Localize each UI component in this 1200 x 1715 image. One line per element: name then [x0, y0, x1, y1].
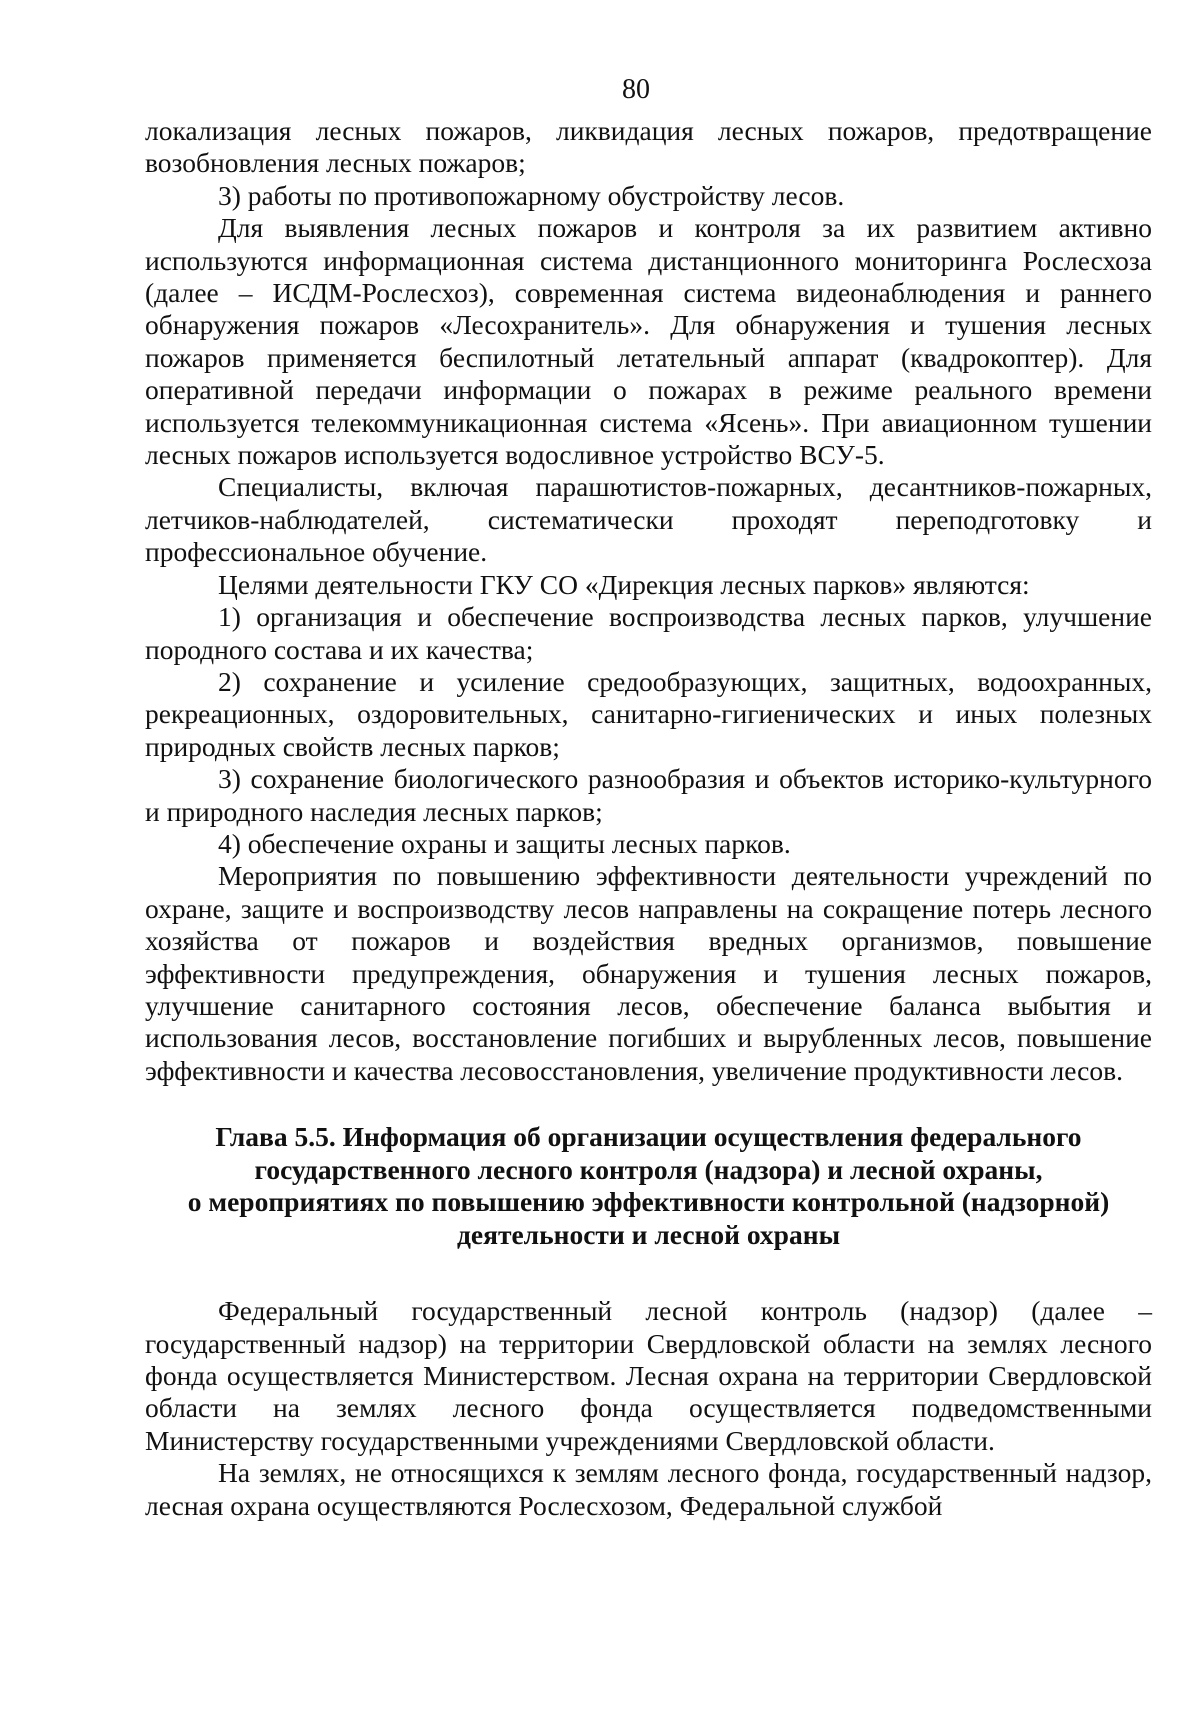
paragraph: Целями деятельности ГКУ СО «Дирекция лесных парков» являются: [218, 568, 1030, 600]
paragraph: 3) работы по противопожарному обустройству лесов. [218, 179, 845, 211]
list-item: 2) сохранение и усиление средообразующих, защитных, водоохранных, рекреационных, оздоровительных, санитарно-гигиенических и иных полезных природных свойств лесных парков; [145, 665, 1152, 762]
chapter-heading [145, 1121, 1152, 1251]
list-item: 4) обеспечение охраны и защиты лесных парков. [218, 827, 791, 859]
paragraph: Для выявления лесных пожаров и контроля за их развитием активно используются информационная система дистанционного мониторинга Рослесхоза (далее – ИСДМ-Рослесхоз), современная система видеонаблюдения и раннего обнаружения пожаров «Лесохранитель». Для обнаружения и тушения лесных пожаров применяется беспилотный летательный аппарат (квадрокоптер). Для оперативной передачи информации о пожарах в режиме реального времени используется телекоммуникационная система «Ясень». При авиационном тушении лесных пожаров используется водосливное устройство ВСУ-5. [145, 212, 1152, 471]
chapter-heading-line: о мероприятиях по повышению эффективности контрольной (надзорной) [187, 1186, 1110, 1218]
paragraph: Специалисты, включая парашютистов-пожарных, десантников-пожарных, летчиков-наблюдателей, систематически проходят переподготовку и профессиональное обучение. [145, 471, 1152, 568]
paragraph: На землях, не относящихся к землям лесного фонда, государственный надзор, лесная охрана осуществляются Рослесхозом, Федеральной службой [145, 1457, 1152, 1521]
chapter-heading-line: Глава 5.5. Информация об организации осуществления федерального [215, 1121, 1082, 1153]
page-number: 80 [622, 74, 650, 105]
chapter-heading-line: деятельности и лесной охраны [456, 1218, 841, 1250]
document-body [145, 115, 1152, 1522]
list-item: 3) сохранение биологического разнообразия и объектов историко-культурного и природного наследия лесных парков; [145, 763, 1152, 827]
list-item: 1) организация и обеспечение воспроизводства лесных парков, улучшение породного состава и их качества; [145, 601, 1152, 665]
paragraph: Федеральный государственный лесной контроль (надзор) (далее – государственный надзор) на территории Свердловской области на землях лесного фонда осуществляется Министерством. Лесная охрана на территории Свердловской области на землях лесного фонда осуществляется подведомственными Министерству государственными учреждениями Свердловской области. [145, 1295, 1152, 1456]
paragraph: Мероприятия по повышению эффективности деятельности учреждений по охране, защите и воспроизводству лесов направлены на сокращение потерь лесного хозяйства от пожаров и воздействия вредных организмов, повышение эффективности предупреждения, обнаружения и тушения лесных пожаров, улучшение санитарного состояния лесов, обеспечение баланса выбытия и использования лесов, восстановление погибших и вырубленных лесов, повышение эффективности и качества лесовосстановления, увеличение продуктивности лесов. [145, 860, 1152, 1086]
chapter-heading-line: государственного лесного контроля (надзора) и лесной охраны, [254, 1153, 1043, 1185]
paragraph: локализация лесных пожаров, ликвидация лесных пожаров, предотвращение возобновления лесных пожаров; [145, 115, 1152, 179]
